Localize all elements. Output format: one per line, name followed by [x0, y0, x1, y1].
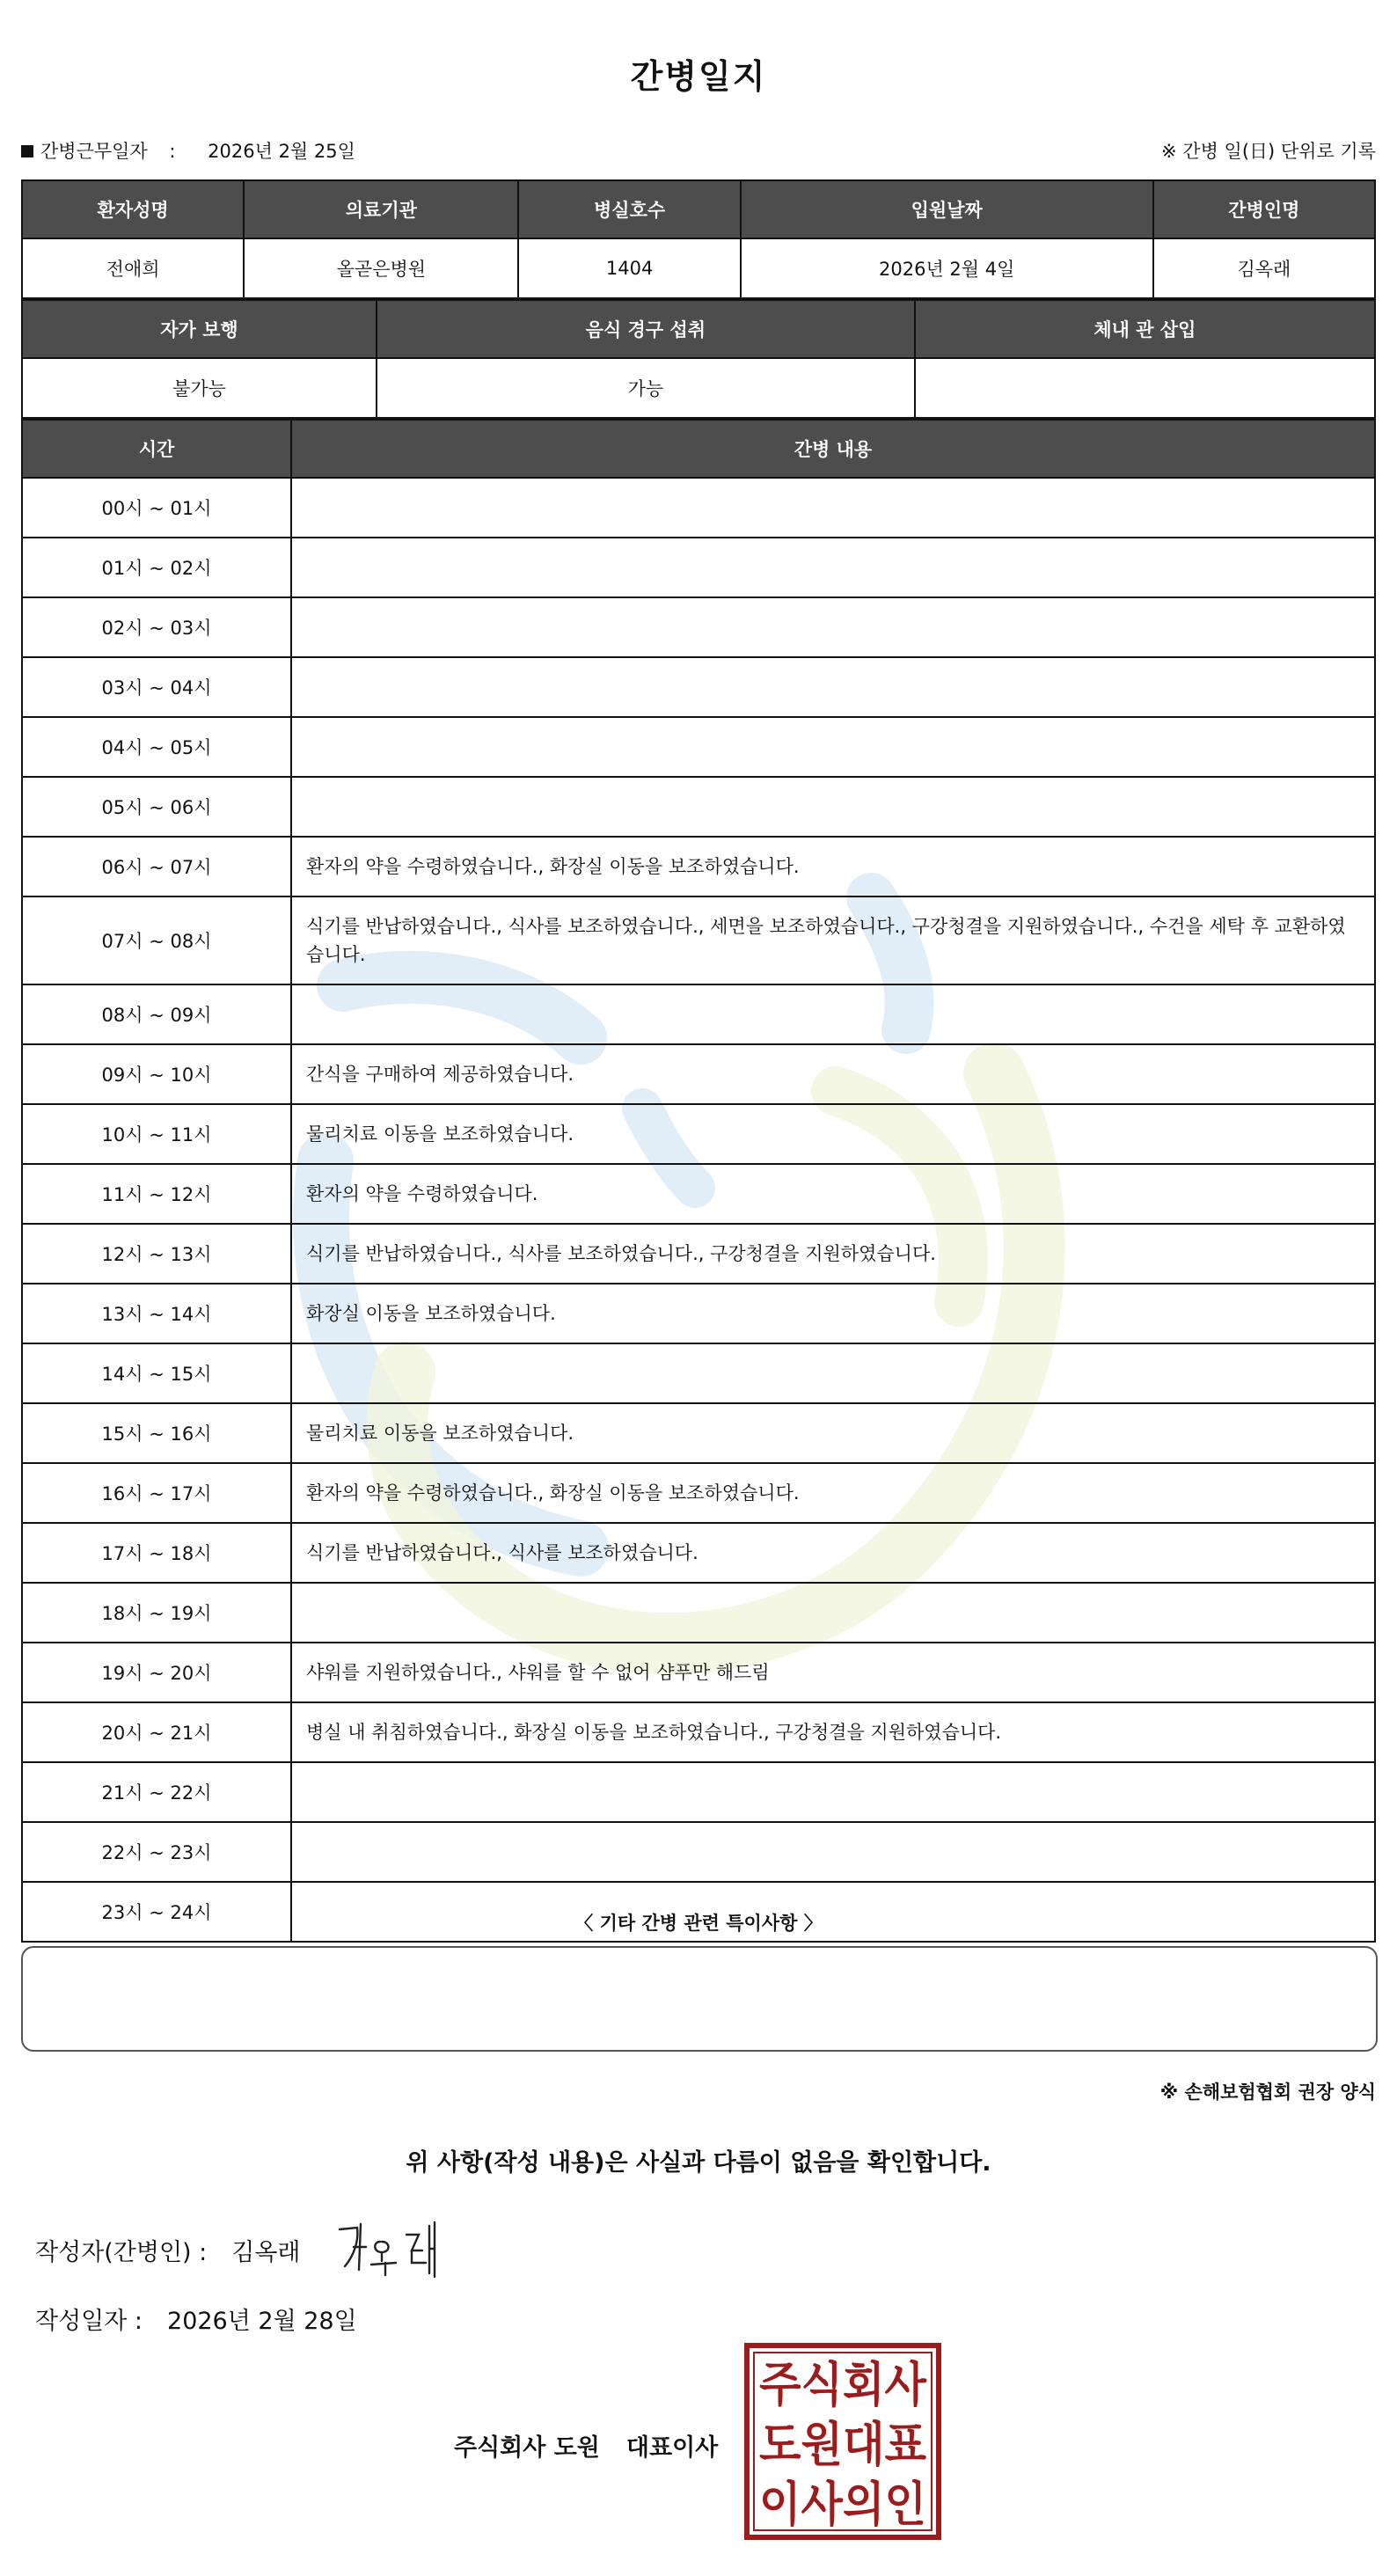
- care-content: [291, 597, 1375, 657]
- tube-insertion-value: [915, 358, 1375, 418]
- table-row: [22, 896, 1375, 984]
- time-slot: 12시 ~ 13시: [22, 1224, 291, 1284]
- work-date-separator: :: [169, 141, 176, 162]
- table-row: [22, 538, 1375, 597]
- care-content: [291, 777, 1375, 837]
- care-content: 환자의 약을 수령하였습니다., 화장실 이동을 보조하였습니다.: [291, 837, 1375, 896]
- care-content: 샤워를 지원하였습니다., 샤워를 할 수 없어 샴푸만 해드림: [291, 1643, 1375, 1702]
- time-slot: 16시 ~ 17시: [22, 1463, 291, 1523]
- room-number: 1404: [518, 238, 740, 298]
- handwritten-signature: [327, 2215, 459, 2286]
- table-row: [22, 597, 1375, 657]
- table-row: [22, 1463, 1375, 1523]
- table-header-row: [22, 300, 1375, 358]
- patient-status-table: [21, 299, 1376, 419]
- self-walking-value: 불가능: [22, 358, 377, 418]
- time-slot: 11시 ~ 12시: [22, 1164, 291, 1224]
- table-row: [22, 1164, 1375, 1224]
- work-date-label: 간병근무일자: [40, 141, 148, 162]
- work-date-value: 2026년 2월 25일: [208, 141, 355, 162]
- hospital-name: 올곧은병원: [244, 238, 518, 298]
- table-row: [22, 1643, 1375, 1702]
- written-date-line: [35, 2302, 357, 2336]
- header-time: 시간: [22, 420, 291, 478]
- table-header-row: [22, 420, 1375, 478]
- page-title: 간병일지: [630, 57, 767, 96]
- patient-info-table: [21, 179, 1376, 299]
- header-tube-insertion: 체내 관 삽입: [915, 300, 1375, 358]
- time-slot: 13시 ~ 14시: [22, 1284, 291, 1343]
- company-line: [454, 2428, 718, 2463]
- table-row: [22, 1343, 1375, 1403]
- care-content: [291, 1583, 1375, 1643]
- header-self-walking: 자가 보행: [22, 300, 377, 358]
- care-content: 식기를 반납하였습니다., 식사를 보조하였습니다.: [291, 1523, 1375, 1583]
- care-content: 간식을 구매하여 제공하였습니다.: [291, 1044, 1375, 1104]
- table-header-row: [22, 180, 1375, 238]
- care-content: [291, 478, 1375, 538]
- care-content: [291, 984, 1375, 1044]
- time-slot: 02시 ~ 03시: [22, 597, 291, 657]
- care-content: 화장실 이동을 보조하였습니다.: [291, 1284, 1375, 1343]
- care-content: 환자의 약을 수령하였습니다., 화장실 이동을 보조하였습니다.: [291, 1463, 1375, 1523]
- header-oral-intake: 음식 경구 섭취: [377, 300, 915, 358]
- header-admission-date: 입원날짜: [741, 180, 1153, 238]
- care-content: [291, 1762, 1375, 1822]
- care-content: 병실 내 취침하였습니다., 화장실 이동을 보조하였습니다., 구강청결을 지원하였습니다.: [291, 1702, 1375, 1762]
- table-row: [22, 1702, 1375, 1762]
- time-slot: 21시 ~ 22시: [22, 1762, 291, 1822]
- care-content: [291, 657, 1375, 717]
- time-slot: 22시 ~ 23시: [22, 1822, 291, 1882]
- time-slot: 03시 ~ 04시: [22, 657, 291, 717]
- time-slot: 17시 ~ 18시: [22, 1523, 291, 1583]
- special-notes-box: [21, 1946, 1378, 2052]
- work-date-line: [21, 137, 355, 164]
- seal-text-line: 주식회사: [759, 2357, 927, 2412]
- care-content: [291, 538, 1375, 597]
- written-date-label: 작성일자 :: [35, 2308, 143, 2335]
- table-row: [22, 1583, 1375, 1643]
- care-content: [291, 717, 1375, 777]
- seal-text-line: 도원대표: [759, 2417, 926, 2472]
- table-row: [22, 837, 1375, 896]
- care-content: 물리치료 이동을 보조하였습니다.: [291, 1403, 1375, 1463]
- written-date-value: 2026년 2월 28일: [167, 2308, 357, 2335]
- care-content: 물리치료 이동을 보조하였습니다.: [291, 1104, 1375, 1164]
- care-content: 식기를 반납하였습니다., 식사를 보조하였습니다., 세면을 보조하였습니다., 구강청결을 지원하였습니다., 수건을 세탁 후 교환하였습니다.: [291, 896, 1375, 984]
- time-slot: 15시 ~ 16시: [22, 1403, 291, 1463]
- time-slot: 08시 ~ 09시: [22, 984, 291, 1044]
- time-slot: 09시 ~ 10시: [22, 1044, 291, 1104]
- time-slot: 01시 ~ 02시: [22, 538, 291, 597]
- header-care-content: 간병 내용: [291, 420, 1375, 478]
- writer-name: 김옥래: [231, 2239, 301, 2266]
- table-row: [22, 1822, 1375, 1882]
- representative-title: 대표이사: [625, 2434, 719, 2462]
- table-row: [22, 238, 1375, 298]
- time-slot: 05시 ~ 06시: [22, 777, 291, 837]
- notes-heading: 〈 기타 간병 관련 특이사항 〉: [574, 1913, 823, 1934]
- time-slot: 19시 ~ 20시: [22, 1643, 291, 1702]
- time-slot: 07시 ~ 08시: [22, 896, 291, 984]
- header-hospital: 의료기관: [244, 180, 518, 238]
- care-content: [291, 1822, 1375, 1882]
- company-seal-stamp: [744, 2343, 941, 2540]
- table-row: [22, 358, 1375, 418]
- confirmation-statement: 위 사항(작성 내용)은 사실과 다름이 없음을 확인합니다.: [406, 2149, 991, 2177]
- care-log-body: [22, 478, 1375, 1942]
- table-row: [22, 1104, 1375, 1164]
- source-note: ※ 손해보험협회 권장 양식: [1159, 2082, 1376, 2103]
- table-row: [22, 1284, 1375, 1343]
- time-slot: 20시 ~ 21시: [22, 1702, 291, 1762]
- care-log-table: [21, 419, 1376, 1943]
- writer-label: 작성자(간병인) :: [35, 2239, 208, 2266]
- patient-name: 전애희: [22, 238, 244, 298]
- table-row: [22, 1762, 1375, 1822]
- care-content: 식기를 반납하였습니다., 식사를 보조하였습니다., 구강청결을 지원하였습니다.: [291, 1224, 1375, 1284]
- time-slot: 06시 ~ 07시: [22, 837, 291, 896]
- company-name: 주식회사 도원: [454, 2434, 600, 2462]
- writer-line: [35, 2233, 301, 2267]
- table-row: [22, 1044, 1375, 1104]
- caregiver-name: 김옥래: [1153, 238, 1375, 298]
- time-slot: 14시 ~ 15시: [22, 1343, 291, 1403]
- header-patient-name: 환자성명: [22, 180, 244, 238]
- time-slot: 23시 ~ 24시: [22, 1882, 291, 1942]
- square-bullet-icon: [21, 145, 33, 157]
- time-slot: 00시 ~ 01시: [22, 478, 291, 538]
- time-slot: 04시 ~ 05시: [22, 717, 291, 777]
- table-row: [22, 717, 1375, 777]
- table-row: [22, 984, 1375, 1044]
- unit-note: ※ 간병 일(日) 단위로 기록: [1161, 141, 1376, 162]
- oral-intake-value: 가능: [377, 358, 915, 418]
- time-slot: 10시 ~ 11시: [22, 1104, 291, 1164]
- time-slot: 18시 ~ 19시: [22, 1583, 291, 1643]
- care-content: [291, 1343, 1375, 1403]
- admission-date: 2026년 2월 4일: [741, 238, 1153, 298]
- table-row: [22, 777, 1375, 837]
- table-row: [22, 478, 1375, 538]
- header-room-number: 병실호수: [518, 180, 740, 238]
- table-row: [22, 1224, 1375, 1284]
- care-content: 환자의 약을 수령하였습니다.: [291, 1164, 1375, 1224]
- table-row: [22, 1523, 1375, 1583]
- header-caregiver-name: 간병인명: [1153, 180, 1375, 238]
- table-row: [22, 1403, 1375, 1463]
- table-row: [22, 657, 1375, 717]
- seal-text-line: 이사의인: [759, 2477, 926, 2532]
